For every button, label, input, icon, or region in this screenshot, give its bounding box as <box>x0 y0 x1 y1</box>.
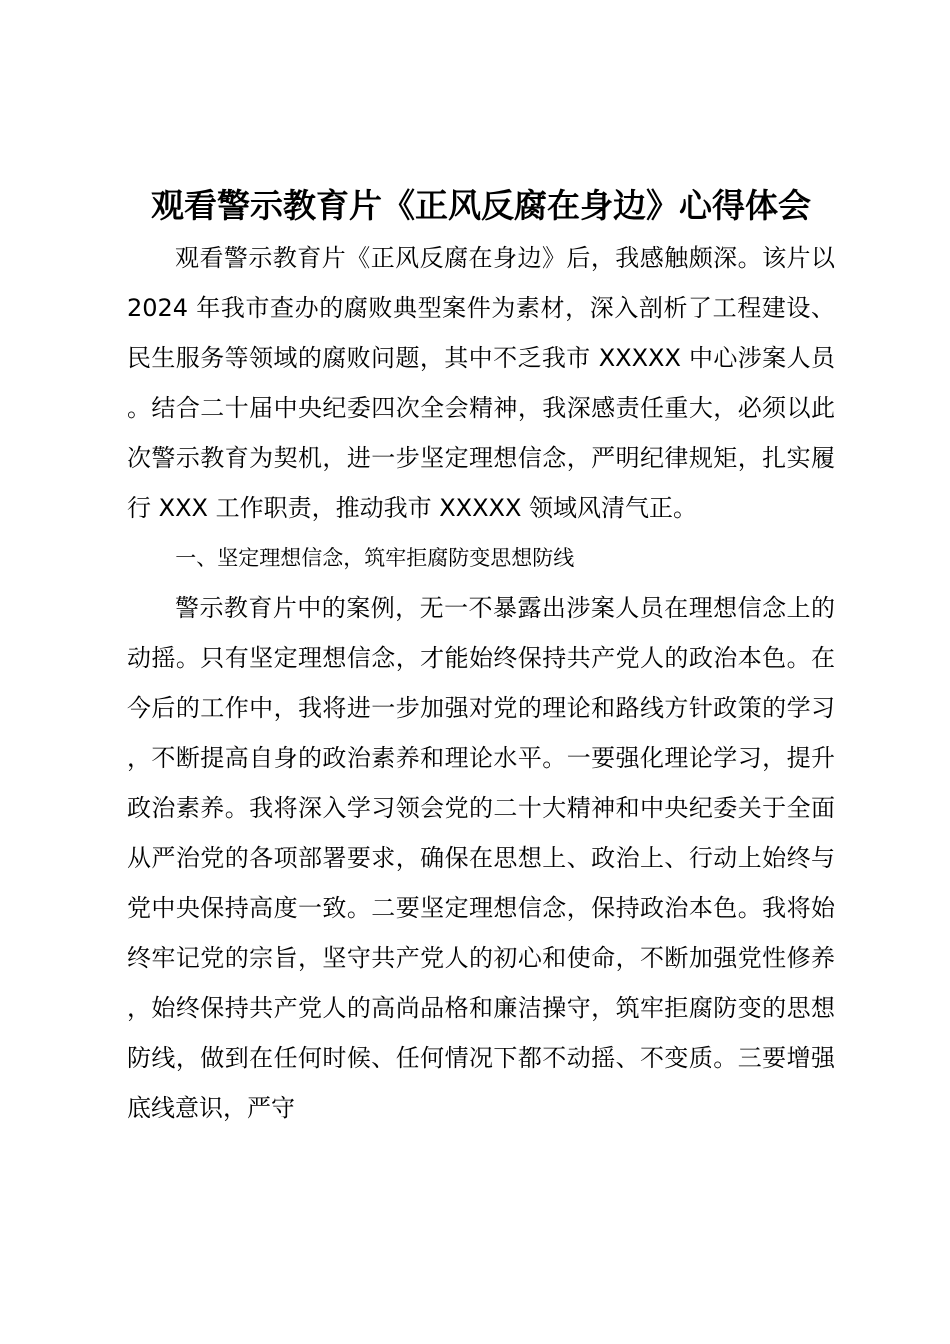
intro-paragraph: 观看警示教育片《正风反腐在身边》后，我感触颇深。该片以 2024 年我市查办的腐败典型案件为素材，深入剖析了工程建设、民生服务等领域的腐败问题，其中不乏我市 XXXXX 中心涉案人员。结合二十届中央纪委四次全会精神，我深感责任重大，必须以此次警示教育为契机，进一步坚定理想信念，严明纪律规矩，扎实履行 XXX 工作职责，推动我市 XXXXX 领域风清气正。 <box>127 244 835 522</box>
document-title: 观看警示教育片《正风反腐在身边》心得体会 <box>151 186 811 225</box>
body-paragraph: 警示教育片中的案例，无一不暴露出涉案人员在理想信念上的动摇。只有坚定理想信念，才能始终保持共产党人的政治本色。在今后的工作中，我将进一步加强对党的理论和路线方针政策的学习，不断提高自身的政治素养和理论水平。一要强化理论学习，提升政治素养。我将深入学习领会党的二十大精神和中央纪委关于全面从严治党的各项部署要求，确保在思想上、政治上、行动上始终与党中央保持高度一致。二要坚定理想信念，保持政治本色。我将始终牢记党的宗旨，坚守共产党人的初心和使命，不断加强党性修养，始终保持共产党人的高尚品格和廉洁操守，筑牢拒腐防变的思想防线，做到在任何时候、任何情况下都不动摇、不变质。三要增强底线意识，严守 <box>127 594 835 1122</box>
section-heading: 一、坚定理想信念，筑牢拒腐防变思想防线 <box>175 546 575 570</box>
document-body <box>127 183 835 1133</box>
